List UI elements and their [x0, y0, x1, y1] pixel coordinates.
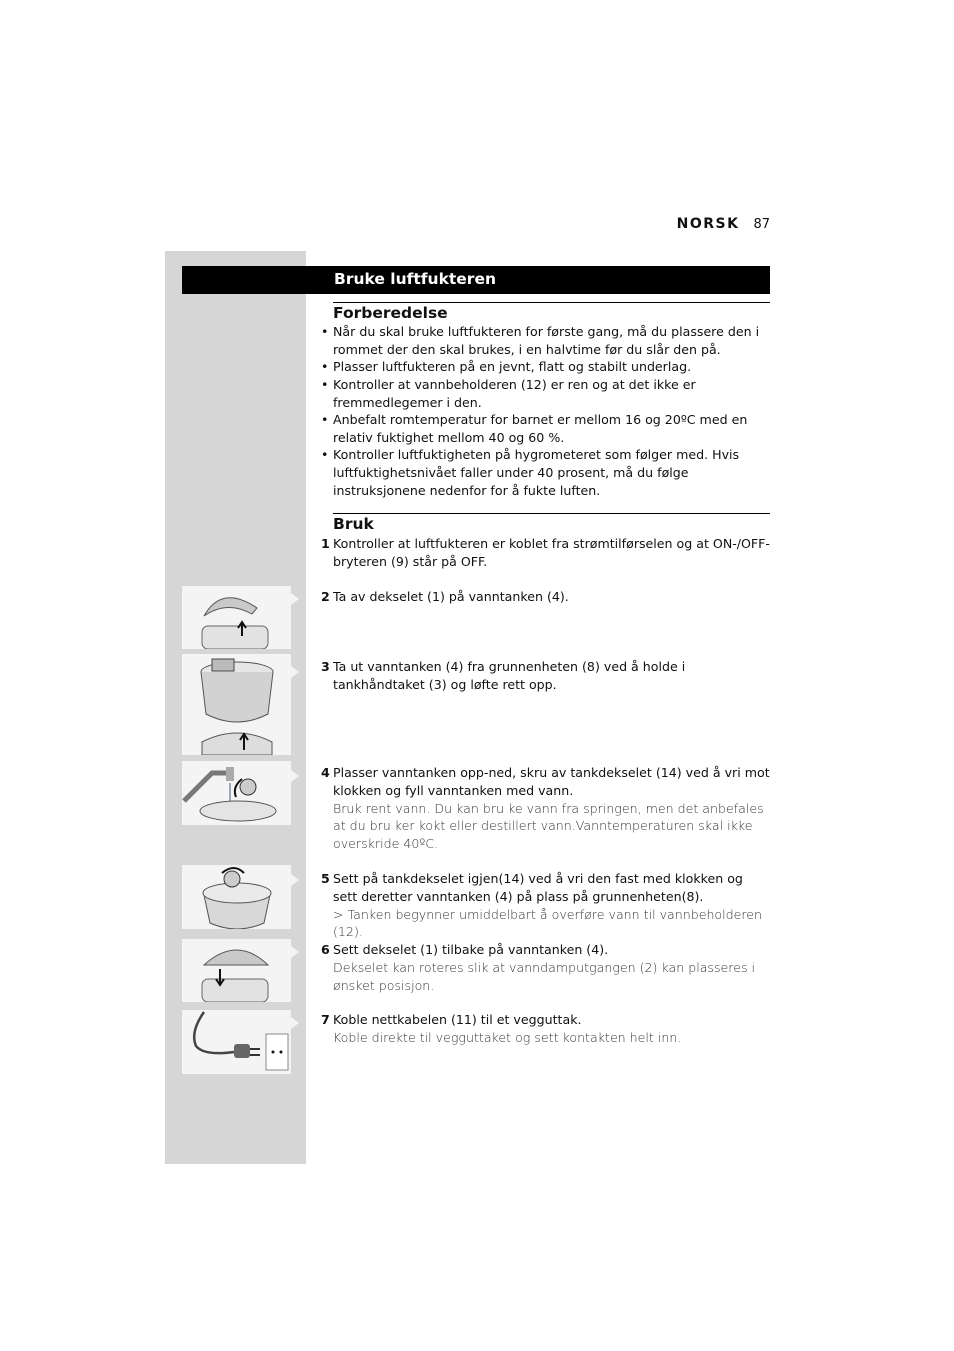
divider-preparation	[333, 302, 770, 303]
lift-tank-illustration	[182, 654, 291, 755]
step-note: Bruk rent vann. Du kan bru ke vann fra springen, men det anbefales at du bru ker kokt eller destillert vann.Vanntemperaturen skal ikke overskride 40ºC.	[333, 800, 764, 852]
divider-use	[333, 513, 770, 514]
step-4: 4 Plasser vanntanken opp-ned, skru av tankdekselet (14) ved å vri mot klokken og fyll vanntanken med vann. Bruk rent vann. Du kan bru ke vann fra springen, men det anbefales at du bru ker kokt eller destillert vann.Vanntemperaturen skal ikke overskride 40ºC.	[321, 765, 770, 852]
page-number: 87	[753, 217, 770, 232]
section-title-bar	[182, 266, 770, 294]
section-title: Bruke luftfukteren	[334, 270, 496, 288]
replace-lid-illustration	[182, 939, 291, 1002]
plug-in-illustration	[182, 1010, 291, 1074]
step-result: > Tanken begynner umiddelbart å overføre vann til vannbeholderen (12).	[333, 906, 763, 940]
step-1: 1 Kontroller at luftfukteren er koblet fra strømtilførselen og at ON-/OFF-bryteren (9) står på OFF.	[321, 536, 770, 569]
use-heading: Bruk	[333, 515, 374, 533]
step-6: 6 Sett dekselet (1) tilbake på vanntanken (4). Dekselet kan roteres slik at vanndamputgangen (2) kan plasseres i ønsket posisjon.	[321, 942, 756, 993]
step-7: 7 Koble nettkabelen (11) til et vegguttak. Koble direkte til vegguttaket og sett kontakten helt inn.	[321, 1012, 682, 1045]
bullet-item: • Når du skal bruke luftfukteren for første gang, må du plassere den i rommet der den skal brukes, i en halvtime før du slår den på.	[321, 324, 760, 357]
bullet-item: • Kontroller luftfuktigheten på hygrometeret som følger med. Hvis luftfuktighetsnivået faller under 40 prosent, må du følge instruksjonene nedenfor for å fukte luften.	[321, 447, 740, 498]
step-note: Koble direkte til vegguttaket og sett kontakten helt inn.	[333, 1029, 682, 1045]
bullet-item: • Anbefalt romtemperatur for barnet er mellom 16 og 20ºC med en relativ fuktighet mellom 40 og 60 %.	[321, 412, 748, 445]
refit-tank-cap-illustration	[182, 865, 291, 929]
step-5: 5 Sett på tankdekselet igjen(14) ved å vri den fast med klokken og sett deretter vanntanken (4) på plass på grunnenheten(8). > Tanken begynner umiddelbart å overføre vann til vannbeholderen (12).	[321, 870, 770, 941]
language-label: NORSK	[676, 216, 740, 232]
bullet-item: • Kontroller at vannbeholderen (12) er ren og at det ikke er fremmedlegemer i den.	[321, 377, 696, 410]
preparation-heading: Forberedelse	[333, 304, 448, 322]
step-3: 3 Ta ut vanntanken (4) fra grunnenheten (8) ved å holde i tankhåndtaket (3) og løfte rett opp.	[321, 659, 686, 692]
fill-tank-illustration	[182, 761, 291, 825]
step-2: 2 Ta av dekselet (1) på vanntanken (4).	[321, 589, 569, 604]
page-header	[677, 216, 770, 232]
step-note: Dekselet kan roteres slik at vanndamputgangen (2) kan plasseres i ønsket posisjon.	[333, 959, 756, 993]
remove-lid-illustration	[182, 586, 291, 649]
bullet-item: • Plasser luftfukteren på en jevnt, flatt og stabilt underlag.	[321, 359, 692, 374]
